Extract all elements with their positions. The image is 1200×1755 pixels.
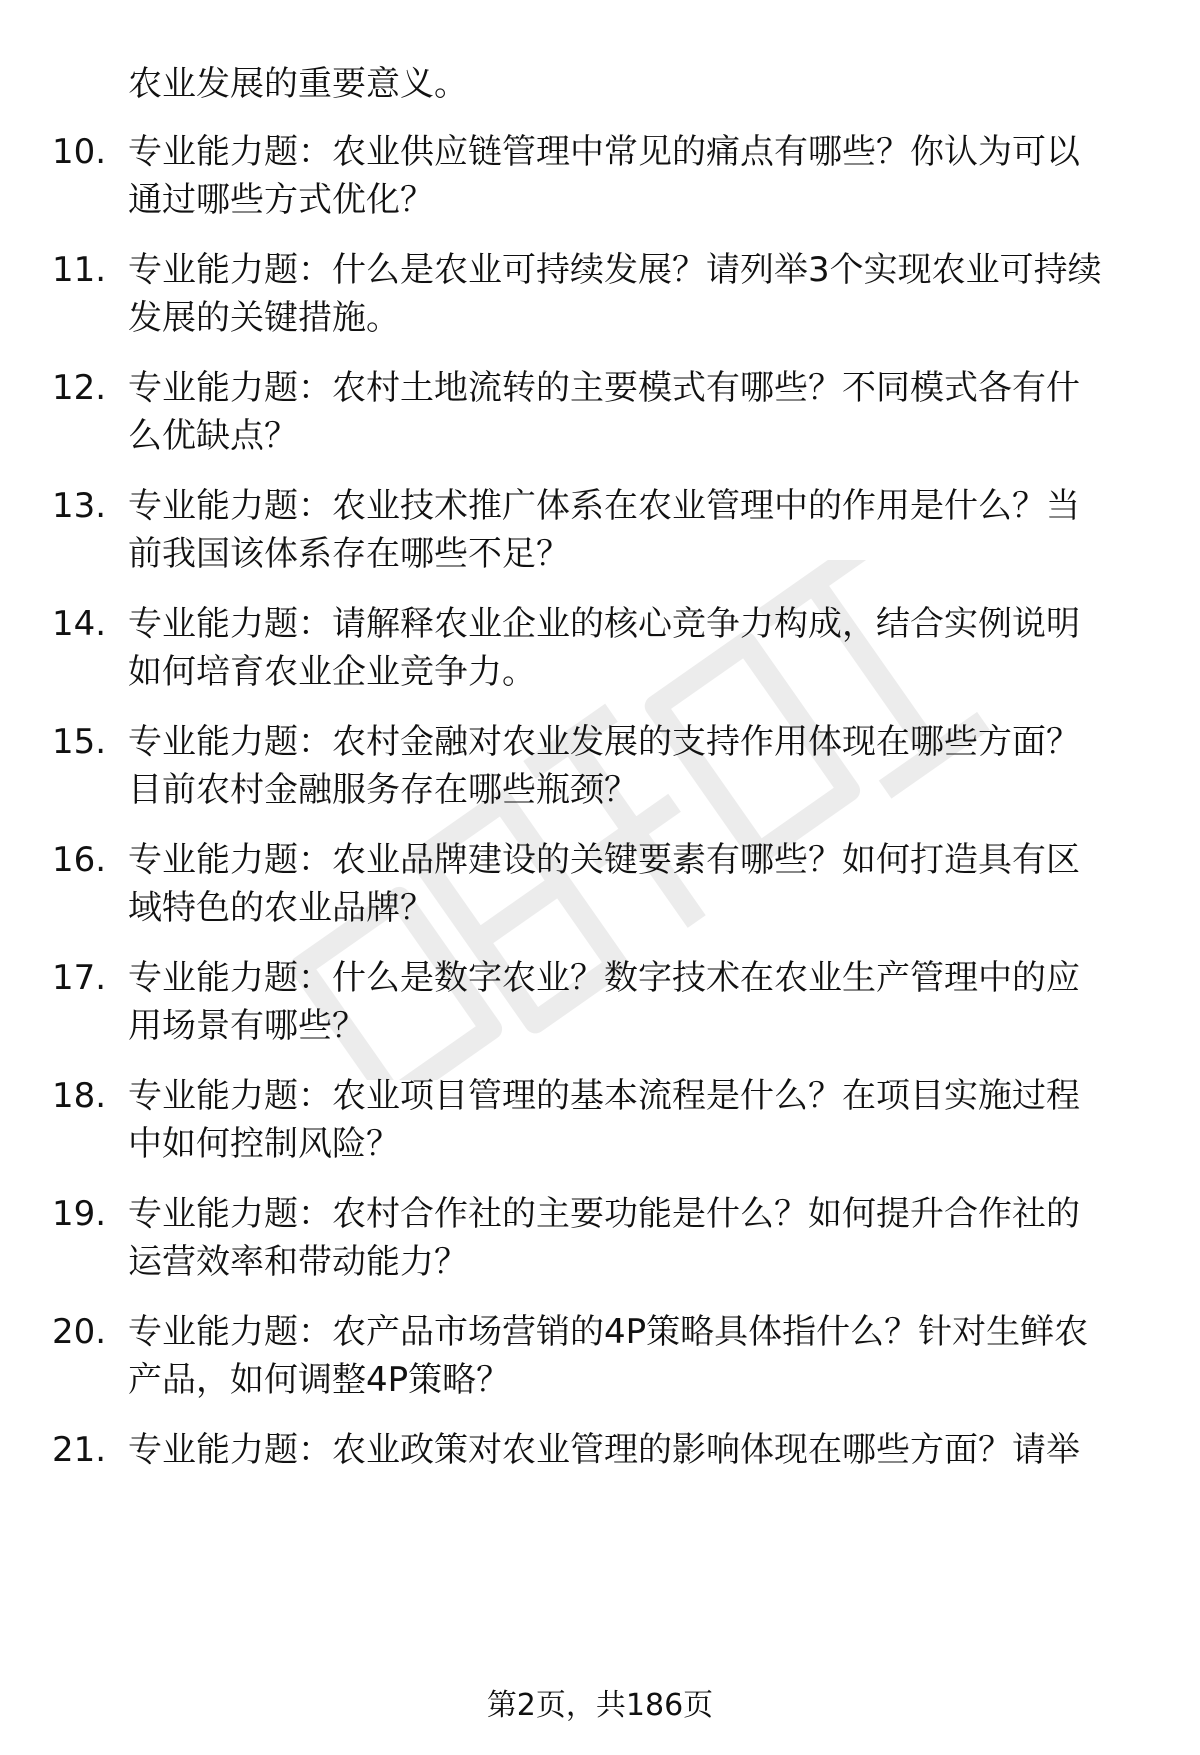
question-number: 15. xyxy=(52,722,107,762)
question-text-line: 专业能力题：什么是农业可持续发展？请列举3个实现农业可持续 xyxy=(128,250,1102,290)
question-number: 18. xyxy=(52,1076,107,1116)
question-number: 19. xyxy=(52,1194,107,1234)
question-text-line: 专业能力题：农业技术推广体系在农业管理中的作用是什么？当 xyxy=(128,486,1080,526)
question-text-line: 发展的关键措施。 xyxy=(128,298,400,338)
question-text-line: 产品，如何调整4P策略？ xyxy=(128,1360,511,1400)
question-text-line: 如何培育农业企业竞争力。 xyxy=(128,652,536,692)
question-text-line: 目前农村金融服务存在哪些瓶颈？ xyxy=(128,770,638,810)
question-number: 10. xyxy=(52,132,107,172)
question-number: 11. xyxy=(52,250,107,290)
question-text-line: 专业能力题：农村土地流转的主要模式有哪些？不同模式各有什 xyxy=(128,368,1080,408)
question-text-line: 专业能力题：什么是数字农业？数字技术在农业生产管理中的应 xyxy=(128,958,1080,998)
question-number: 14. xyxy=(52,604,107,644)
page-footer: 第2页，共186页 xyxy=(486,1688,714,1723)
question-text-line: 专业能力题：农村金融对农业发展的支持作用体现在哪些方面？ xyxy=(128,722,1080,762)
question-text-line: 专业能力题：农业供应链管理中常见的痛点有哪些？你认为可以 xyxy=(128,132,1080,172)
question-number: 17. xyxy=(52,958,107,998)
question-number: 21. xyxy=(52,1430,107,1470)
previous-question-continuation: 农业发展的重要意义。 xyxy=(128,64,468,104)
question-text-line: 专业能力题：农业项目管理的基本流程是什么？在项目实施过程 xyxy=(128,1076,1080,1116)
question-number: 16. xyxy=(52,840,107,880)
question-text-line: 专业能力题：农业政策对农业管理的影响体现在哪些方面？请举 xyxy=(128,1430,1080,1470)
question-text-line: 运营效率和带动能力？ xyxy=(128,1242,468,1282)
question-text-line: 专业能力题：农业品牌建设的关键要素有哪些？如何打造具有区 xyxy=(128,840,1080,880)
question-text-line: 么优缺点？ xyxy=(128,416,298,456)
question-text-line: 专业能力题：农产品市场营销的4P策略具体指什么？针对生鲜农 xyxy=(128,1312,1089,1352)
question-number: 13. xyxy=(52,486,107,526)
question-text-line: 通过哪些方式优化？ xyxy=(128,180,434,220)
question-text-line: 专业能力题：农村合作社的主要功能是什么？如何提升合作社的 xyxy=(128,1194,1080,1234)
question-number: 20. xyxy=(52,1312,107,1352)
question-text-line: 用场景有哪些？ xyxy=(128,1006,366,1046)
question-text-line: 域特色的农业品牌？ xyxy=(128,888,434,928)
question-text-line: 中如何控制风险？ xyxy=(128,1124,400,1164)
question-number: 12. xyxy=(52,368,107,408)
question-text-line: 前我国该体系存在哪些不足？ xyxy=(128,534,570,574)
question-text-line: 专业能力题：请解释农业企业的核心竞争力构成，结合实例说明 xyxy=(128,604,1080,644)
